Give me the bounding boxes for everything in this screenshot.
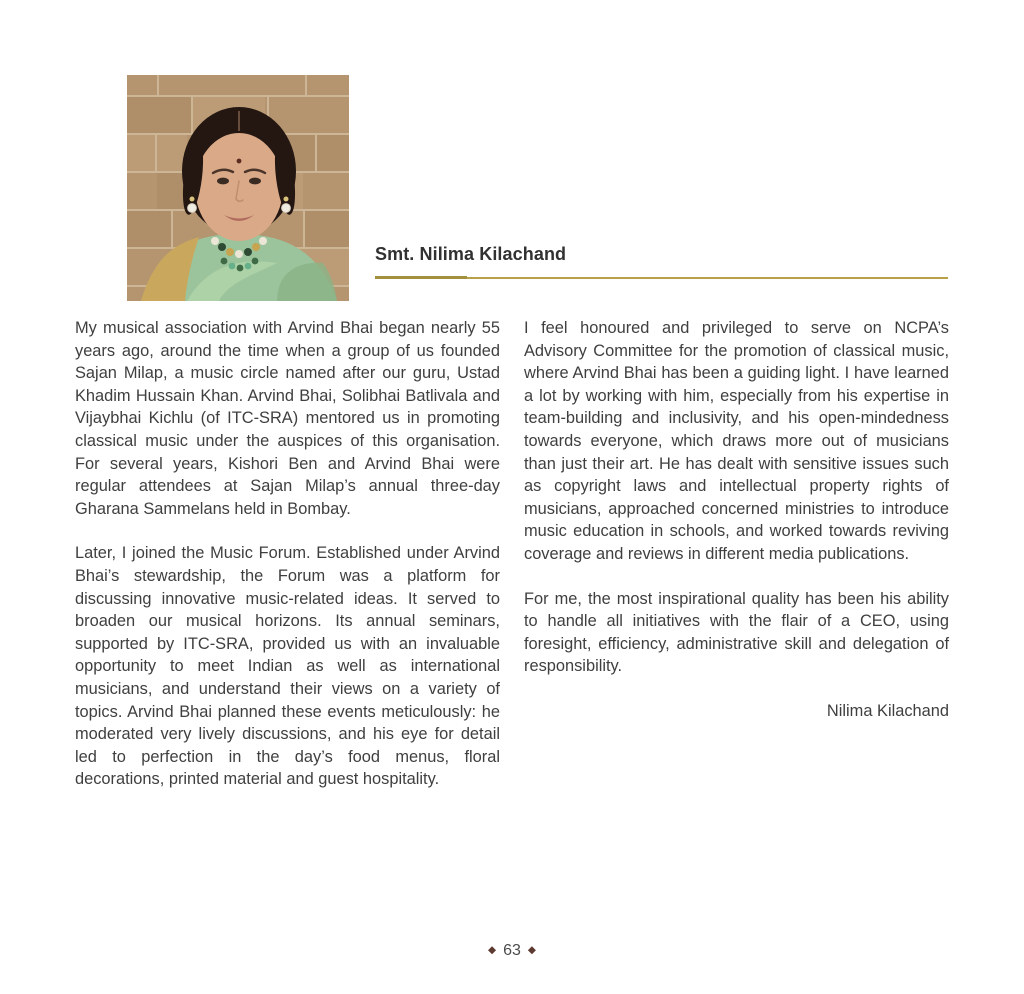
portrait-photo	[127, 75, 349, 301]
paragraph: Later, I joined the Music Forum. Established under Arvind Bhai’s stewardship, the Forum was a platform for discussing innovative music-related ideas. It served to broaden our musical horizons. Its annual seminars, supported by ITC-SRA, provided us with an invaluable opportunity to meet Indian as well as international musicians, and understand their views on a variety of topics. Arvind Bhai planned these events meticulously: he moderated very lively discussions, and his eye for detail led to perfection in the day’s food menus, floral decorations, printed material and guest hospitality.	[75, 544, 500, 789]
title-underline-thin-segment	[467, 277, 948, 279]
paragraph: My musical association with Arvind Bhai began nearly 55 years ago, around the time when a group of us founded Sajan Milap, a music circle named after our guru, Ustad Khadim Hussain Khan. Arvind Bhai, Solibhai Batlivala and Vijaybhai Kichlu (of ITC-SRA) mentored us in promoting classical music under the auspices of this organisation. For several years, Kishori Ben and Arvind Bhai were regular attendees at Sajan Milap’s annual three-day Gharana Sammelans held in Bombay.	[75, 319, 500, 518]
page-number: 63	[503, 942, 521, 959]
paragraph: For me, the most inspirational quality has been his ability to handle all initiatives with the flair of a CEO, using foresight, efficiency, administrative skill and delegation of responsibility.	[524, 589, 949, 676]
diamond-ornament-icon: ◆	[527, 944, 536, 956]
title-underline-thick-segment	[375, 276, 467, 279]
portrait-photo-illustration	[127, 75, 349, 301]
page-footer	[0, 942, 1024, 960]
page-title: Smt. Nilima Kilachand	[375, 244, 567, 264]
author-signature: Nilima Kilachand	[826, 701, 949, 720]
right-column	[524, 317, 949, 791]
article-body	[75, 317, 949, 791]
left-column	[75, 317, 500, 791]
paragraph: I feel honoured and privileged to serve on NCPA’s Advisory Committee for the promotion of classical music, where Arvind Bhai has been a guiding light. I have learned a lot by working with him, especially from his expertise in team-building and inclusivity, and his open-mindedness towards everyone, which draws more out of musicians than just their art. He has dealt with sensitive issues such as copyright laws and intellectual property rights of musicians, approached concerned ministries to introduce music education in schools, and worked towards reviving coverage and reviews in different media publications.	[524, 319, 949, 563]
diamond-ornament-icon: ◆	[488, 944, 497, 956]
title-underline-rule	[375, 276, 948, 279]
